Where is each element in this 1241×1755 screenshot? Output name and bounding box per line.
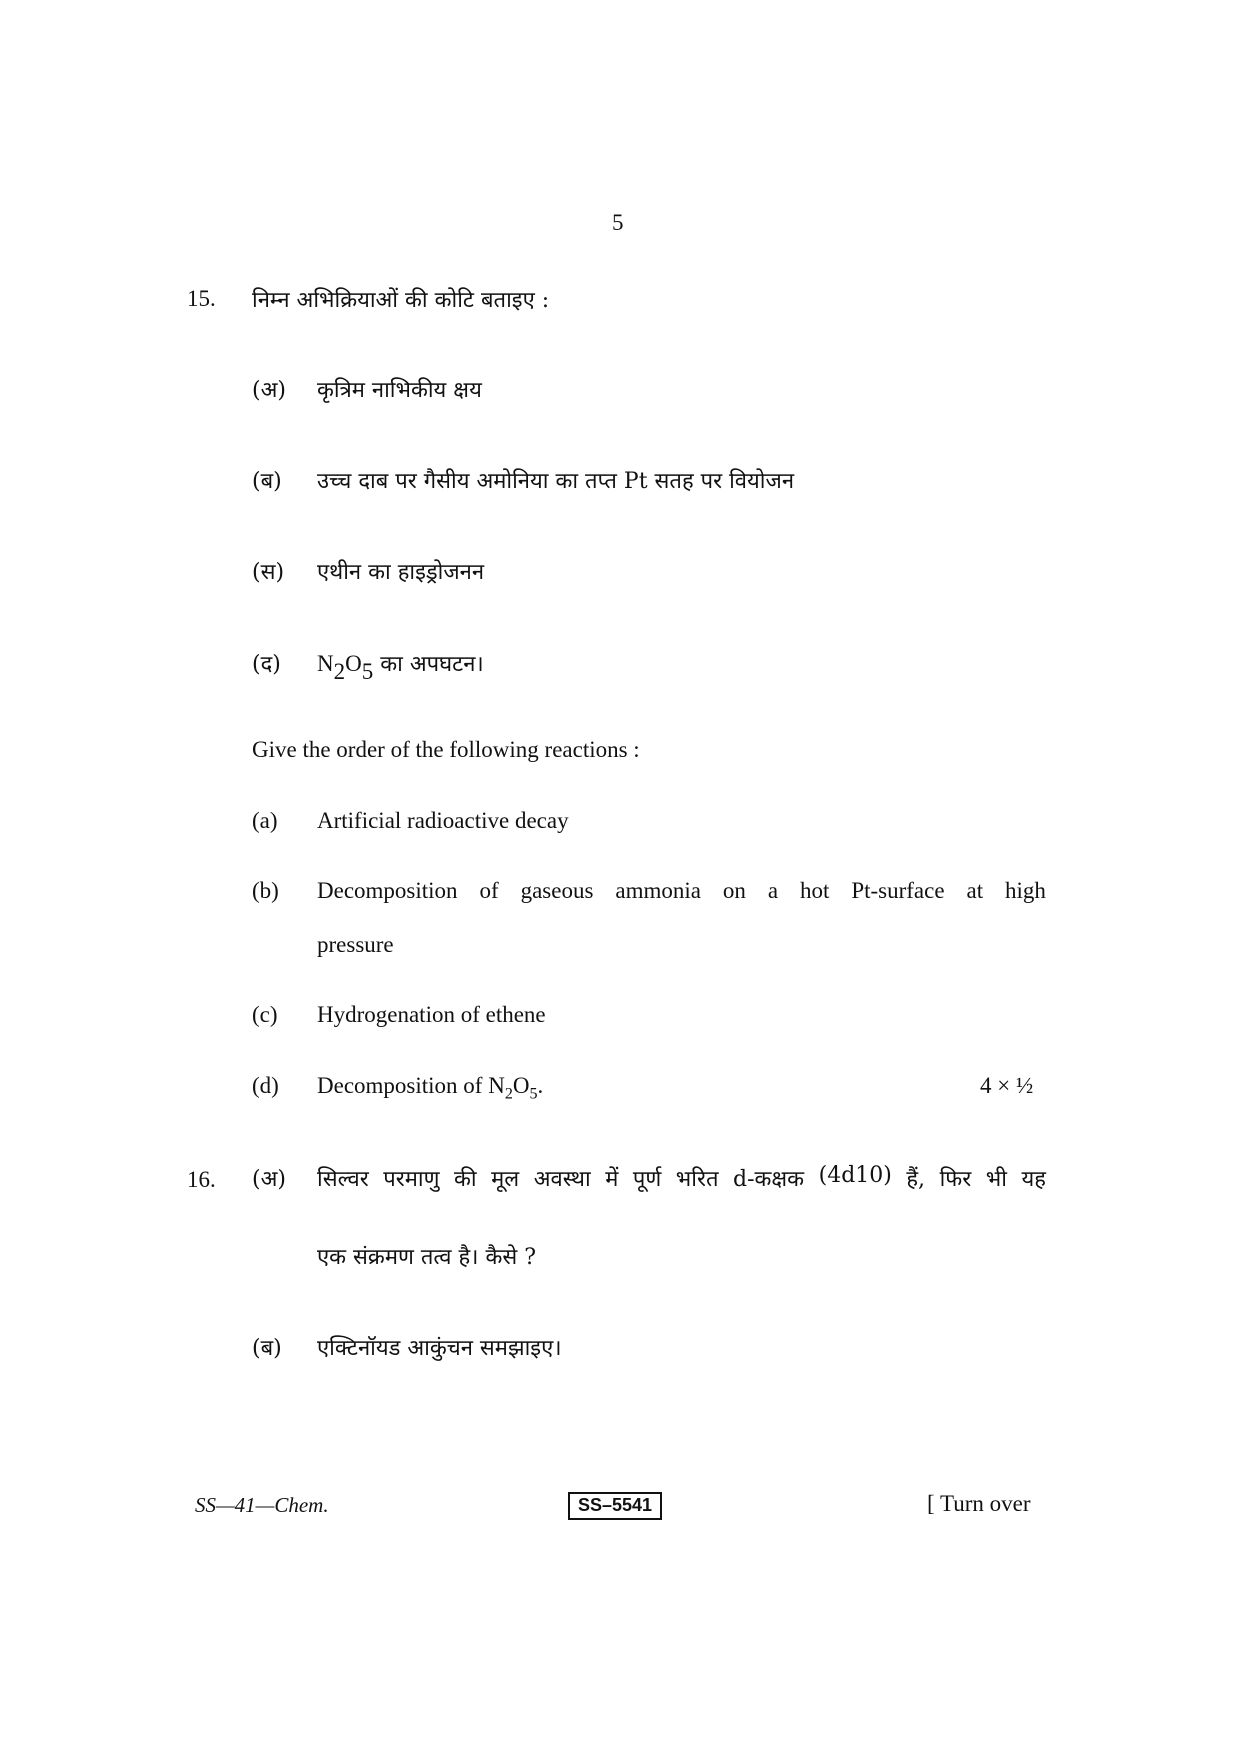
footer-left: SS—41—Chem. [195,1493,329,1517]
word: a [767,878,779,903]
formula-sub: 2 [333,659,346,685]
word: सिल्वर [317,1167,369,1192]
formula-n: N [317,651,334,676]
footer-code-box: SS–5541 [568,1492,662,1520]
page-number: 5 [612,210,624,235]
q16-part-a-label: (अ) [252,1167,286,1192]
formula-sub: 5 [529,1085,538,1103]
text: Decomposition of N [317,1073,505,1098]
q16-part-a-line1 [317,1163,1046,1193]
q15-english-item-text [317,1073,544,1103]
word: d-कक्षक [733,1167,805,1192]
q16-part-b-text: एक्टिनॉयड आकुंचन समझाइए। [317,1336,562,1361]
word: Decomposition [317,878,458,903]
word: high [1005,878,1046,903]
word: ammonia [615,878,701,903]
q15-hindi-item-label: (ब) [252,469,282,494]
item-text-suffix: का अपघटन। [373,652,484,677]
word: Pt-surface [851,878,945,903]
q16-part-a-line2: एक संक्रमण तत्व है। कैसे ? [317,1245,537,1270]
q15-english-item-text: Artificial radioactive decay [317,808,569,833]
word: फिर [939,1167,972,1192]
question-15-number: 15. [187,286,216,311]
word: (4d10) [818,1163,892,1188]
word: on [722,878,746,903]
q15-english-item-label: (a) [252,808,278,833]
text: . [537,1073,544,1098]
word: में [605,1167,619,1192]
marks: 4 × ½ [980,1073,1034,1098]
word: भरित [675,1167,719,1192]
q15-hindi-item-text [317,648,484,685]
formula-sub: 5 [361,659,374,685]
word: परमाणु [383,1167,440,1192]
word: gaseous [520,878,594,903]
q15-hindi-item-label: (स) [252,560,285,585]
question-15-english-prompt: Give the order of the following reactions : [252,737,640,762]
q15-english-item-label: (d) [252,1073,279,1098]
q15-hindi-item-text: कृत्रिम नाभिकीय क्षय [317,378,482,403]
text: O [512,1073,530,1098]
q15-english-item-label: (c) [252,1002,278,1027]
q15-hindi-item-text: एथीन का हाइड्रोजनन [317,560,485,585]
word: of [479,878,499,903]
q15-hindi-item-label: (अ) [252,378,286,403]
q15-english-item-text-line2: pressure [317,932,394,957]
word: यह [1021,1167,1046,1192]
word: मूल [491,1167,520,1192]
word: हैं, [906,1167,926,1192]
word: अवस्था [533,1167,591,1192]
q15-english-item-text-line1 [317,878,1046,904]
q16-part-b-label: (ब) [252,1336,282,1361]
footer-turn-over: [ Turn over [927,1491,1031,1516]
word: की [454,1167,477,1192]
formula-sub: 2 [504,1085,513,1103]
word: भी [985,1167,1007,1192]
q15-hindi-item-text: उच्च दाब पर गैसीय अमोनिया का तप्त Pt सतह पर वियोजन [317,469,795,494]
question-15-hindi-prompt: निम्न अभिक्रियाओं की कोटि बताइए : [252,288,550,313]
q15-english-item-text: Hydrogenation of ethene [317,1002,546,1027]
formula-o: O [345,651,362,676]
word: पूर्ण [632,1167,662,1192]
q15-english-item-label: (b) [252,878,279,903]
q15-hindi-item-label: (द) [252,652,281,677]
question-16-number: 16. [187,1167,216,1192]
word: hot [799,878,830,903]
word: at [966,878,984,903]
